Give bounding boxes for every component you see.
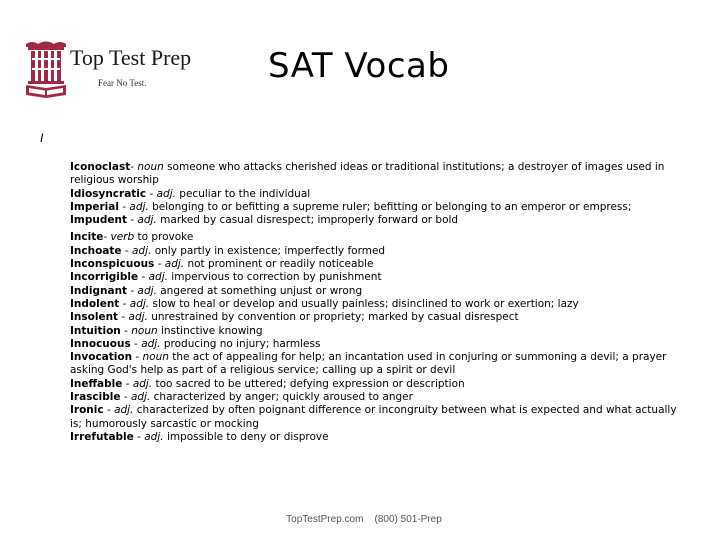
vocab-separator: -: [146, 187, 157, 200]
vocab-term: Ironic: [70, 404, 104, 417]
vocab-definition: producing no injury; harmless: [160, 337, 321, 350]
vocab-part-of-speech: noun: [137, 161, 164, 173]
vocab-part-of-speech: adj.: [148, 271, 168, 284]
vocab-separator: -: [138, 271, 149, 284]
vocab-entry: [70, 351, 690, 378]
pillar-book-logo-icon: [24, 40, 68, 98]
vocab-entry: [70, 271, 690, 284]
section-marker: I: [40, 131, 44, 145]
vocab-part-of-speech: verb: [110, 231, 135, 244]
vocab-entry: [70, 161, 690, 188]
vocab-definition: belonging to or befitting a supreme ruler; befitting or belonging to an emperor or empress;: [148, 200, 632, 213]
vocab-term: Indolent: [70, 297, 120, 310]
vocab-term: Intuition: [70, 324, 121, 337]
vocab-part-of-speech: adj.: [156, 187, 176, 200]
vocab-part-of-speech: adj.: [137, 284, 157, 297]
vocab-term: Innocuous: [70, 337, 131, 350]
vocab-separator: -: [118, 311, 129, 324]
vocab-definition: angered at something unjust or wrong: [156, 284, 363, 297]
vocab-entry: [70, 188, 690, 201]
vocab-separator: -: [130, 161, 138, 173]
vocab-separator: -: [133, 430, 145, 443]
vocab-term: Invocation: [70, 351, 133, 364]
vocab-separator: -: [121, 244, 132, 257]
vocab-term: Indignant: [70, 284, 128, 297]
vocab-term: Incorrigible: [70, 271, 139, 284]
vocab-separator: -: [103, 231, 111, 244]
vocab-part-of-speech: adj.: [129, 297, 150, 310]
vocab-entry: [70, 404, 690, 431]
vocab-definition: characterized by often poignant difference or incongruity between what is expected and what actually is; humorously sarcastic or mocking: [70, 404, 677, 430]
vocab-term: Irrefutable: [70, 430, 134, 443]
vocab-entry: [70, 311, 690, 324]
vocab-part-of-speech: adj.: [132, 244, 152, 257]
vocab-definition: the act of appealing for help; an incantation used in conjuring or summoning a devil; a prayer asking God's help as part of a religious service; calling up a spirit or devil: [70, 351, 667, 377]
vocab-term: Imperial: [70, 200, 119, 213]
vocab-definition: marked by casual disrespect; improperly forward or bold: [156, 214, 459, 227]
vocab-part-of-speech: adj.: [130, 391, 151, 404]
vocab-entry: [70, 298, 690, 311]
vocab-entry: [70, 325, 690, 338]
vocab-term: Iconoclast: [70, 161, 131, 173]
vocab-definition: characterized by anger; quickly aroused to anger: [150, 391, 413, 404]
vocab-term: Irascible: [70, 391, 121, 404]
vocab-separator: -: [154, 258, 165, 271]
vocab-part-of-speech: adj.: [129, 200, 149, 213]
vocab-definition: too sacred to be uttered; defying expression or description: [152, 377, 465, 390]
vocab-term: Ineffable: [70, 377, 123, 390]
vocab-definition: impervious to correction by punishment: [167, 271, 382, 284]
vocab-separator: -: [127, 284, 138, 297]
vocab-part-of-speech: noun: [142, 351, 169, 364]
vocab-term: Impudent: [70, 214, 127, 227]
vocab-definition: someone who attacks cherished ideas or traditional institutions; a destroyer of images used in religious worship: [70, 161, 665, 187]
vocab-term: Inconspicuous: [70, 258, 155, 271]
brand-name: Top Test Prep: [70, 45, 192, 70]
vocab-part-of-speech: adj.: [128, 311, 148, 324]
vocab-entry: [70, 258, 690, 271]
vocab-definition: only partly in existence; imperfectly formed: [151, 244, 386, 257]
vocab-term: Incite: [70, 231, 104, 244]
vocab-separator: -: [122, 377, 133, 390]
vocab-part-of-speech: adj.: [141, 337, 161, 350]
vocab-definition: not prominent or readily noticeable: [184, 258, 374, 271]
footer-contact: TopTestPrep.com (800) 501-Prep: [286, 514, 442, 525]
vocab-term: Idiosyncratic: [70, 187, 147, 200]
vocab-definition: unrestrained by convention or propriety; marked by casual disrespect: [147, 311, 519, 324]
vocab-separator: -: [120, 324, 132, 337]
vocab-entry: [70, 431, 690, 444]
vocab-term: Inchoate: [70, 244, 122, 257]
vocab-separator: -: [120, 391, 131, 404]
vocab-separator: -: [132, 351, 143, 364]
vocab-separator: -: [118, 200, 130, 213]
vocab-entry: [70, 214, 690, 227]
vocab-entry: [70, 201, 690, 214]
vocab-definition: slow to heal or develop and usually painless; disinclined to work or exertion; lazy: [149, 297, 579, 310]
vocab-entry: [70, 231, 690, 244]
vocab-entry: [70, 391, 690, 404]
vocab-separator: -: [103, 404, 115, 417]
vocab-definition: peculiar to the individual: [175, 187, 311, 200]
vocab-term: Insolent: [70, 311, 119, 324]
vocab-part-of-speech: adj.: [114, 404, 134, 417]
vocab-list: [70, 161, 690, 444]
vocab-part-of-speech: adj.: [132, 377, 153, 390]
vocab-separator: -: [126, 214, 138, 227]
vocab-separator: -: [130, 337, 142, 350]
vocab-entry: [70, 338, 690, 351]
vocab-entry: [70, 378, 690, 391]
vocab-part-of-speech: adj.: [137, 214, 157, 227]
vocab-definition: impossible to deny or disprove: [163, 430, 329, 443]
vocab-part-of-speech: noun: [131, 324, 158, 337]
page-title: SAT Vocab: [268, 46, 450, 86]
vocab-part-of-speech: adj.: [144, 430, 164, 443]
vocab-separator: -: [119, 297, 130, 310]
vocab-entry: [70, 285, 690, 298]
vocab-part-of-speech: adj.: [164, 258, 185, 271]
brand-tagline: Fear No Test.: [98, 78, 147, 88]
vocab-definition: instinctive knowing: [157, 324, 263, 337]
vocab-entry: [70, 245, 690, 258]
vocab-definition: to provoke: [134, 231, 194, 244]
